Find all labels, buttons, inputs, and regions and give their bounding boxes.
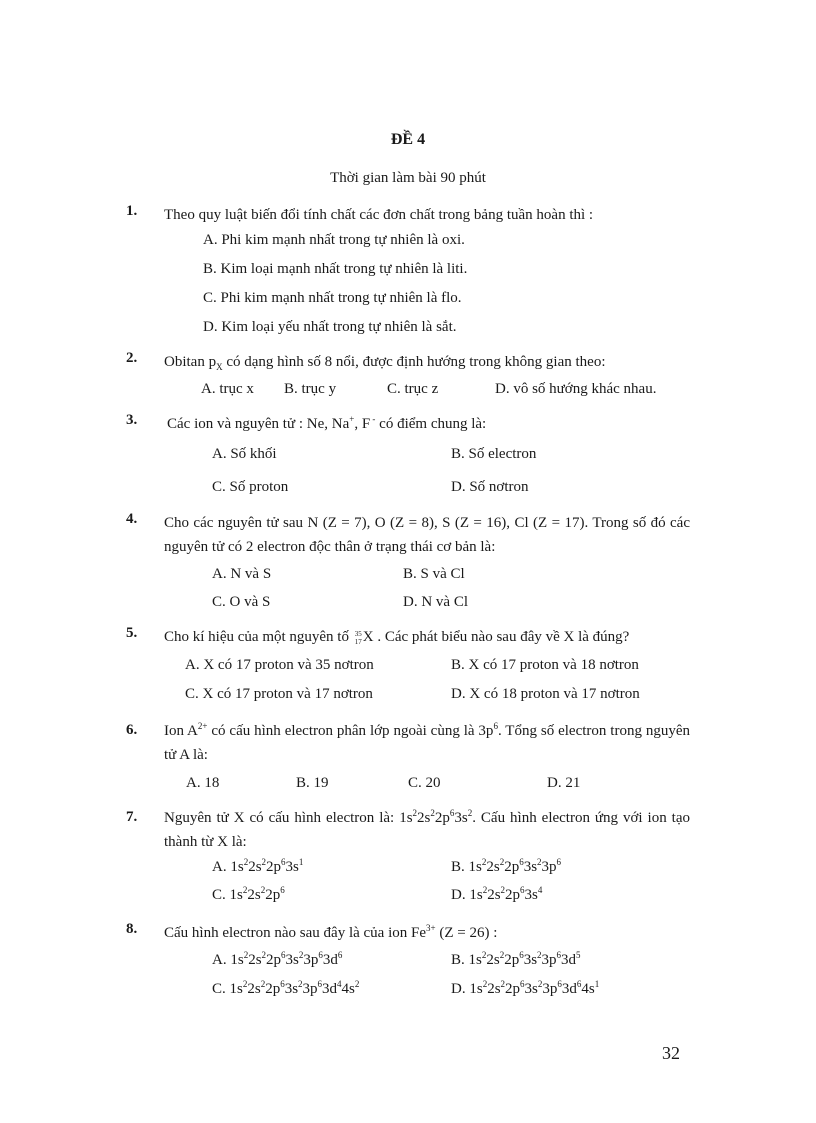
option-d: D. $1s^22s^22p^63s^23p^63d^64s^1$ [451, 979, 600, 997]
page-number: 32 [662, 1043, 680, 1063]
option-b: B. Kim loại mạnh nhất trong tự nhiên là liti. [203, 261, 468, 277]
option-b: B. $1s^22s^22p^63s^23p^6$ [451, 857, 562, 875]
exam-title: ĐỀ 4 [390, 131, 426, 148]
option-c: C. Phi kim mạnh nhất trong tự nhiên là flo. [203, 290, 462, 306]
option-d: D. 21 [547, 775, 581, 791]
question-number: 4. [126, 511, 138, 527]
option-b: B. $1s^22s^22p^63s^23p^63d^5$ [451, 950, 581, 968]
question-number: 3. [126, 412, 138, 428]
isotope-notation: 35 17 [354, 629, 362, 646]
question-text: Cho kí hiệu của một nguyên tố 35 17 X . Các phát biểu nào sau đây về X là đúng? [164, 629, 630, 646]
question-text: Cho các nguyên tử sau N (Z = 7), O (Z = 8), S (Z = 16), Cl (Z = 17). Trong số đó các nguyên tử có 2 electron độc thân ở trạng thái cơ bản là: [164, 515, 690, 555]
question-number: 7. [126, 809, 138, 825]
question-text: Theo quy luật biến đổi tính chất các đơn chất trong bảng tuần hoàn thì : [164, 207, 594, 223]
option-c: C. $1s^22s^22p^6$ [212, 885, 285, 903]
question-number: 6. [126, 722, 138, 738]
option-c: C. X có 17 proton và 17 nơtron [185, 686, 373, 702]
option-a: A. trục x [201, 381, 254, 397]
question-text: Obitan $p_X$ có dạng hình số 8 nổi, được định hướng trong không gian theo: [164, 354, 606, 372]
question-number: 1. [126, 203, 138, 219]
question-text: Cấu hình electron nào sau đây là của ion $Fe^{3+}$ (Z = 26) : [164, 923, 498, 941]
option-d: D. Kim loại yếu nhất trong tự nhiên là sắt. [203, 319, 457, 335]
question-number: 5. [126, 625, 138, 641]
option-d: D. N và Cl [403, 594, 468, 610]
option-b: B. 19 [296, 775, 329, 791]
option-a: A. X có 17 proton và 35 nơtron [185, 657, 374, 673]
option-a: A. N và S [212, 566, 272, 582]
option-a: A. $1s^22s^22p^63s^23p^63d^6$ [212, 950, 343, 968]
question-number: 2. [126, 350, 138, 366]
question-text: Ion $A^{2+}$ có cấu hình electron phân lớp ngoài cùng là $3p^6$. Tổng số electron trong nguyên tử A là: [164, 721, 691, 763]
option-c: C. Số proton [212, 479, 289, 495]
option-d: D. vô số hướng khác nhau. [495, 381, 657, 397]
question-number: 8. [126, 921, 138, 937]
exam-duration: Thời gian làm bài 90 phút [330, 170, 486, 186]
option-a: A. Phi kim mạnh nhất trong tự nhiên là oxi. [203, 232, 465, 248]
option-b: B. trục y [284, 381, 337, 397]
option-a: A. Số khối [212, 446, 277, 462]
option-c: C. $1s^22s^22p^63s^23p^63d^44s^2$ [212, 979, 360, 997]
option-a: A. $1s^22s^22p^63s^1$ [212, 857, 304, 875]
question-text: Nguyên tử X có cấu hình electron là: $1s^22s^22p^63s^2$. Cấu hình electron ứng với ion tạo thành từ X là: [164, 808, 690, 850]
option-b: B. Số electron [451, 446, 537, 462]
option-c: C. 20 [408, 775, 441, 791]
option-b: B. S và Cl [403, 566, 465, 582]
option-b: B. X có 17 proton và 18 nơtron [451, 657, 639, 673]
option-c: C. trục z [387, 381, 439, 397]
option-d: D. Số nơtron [451, 479, 529, 495]
option-a: A. 18 [186, 775, 220, 791]
option-d: D. X có 18 proton và 17 nơtron [451, 686, 640, 702]
option-d: D. $1s^22s^22p^63s^4$ [451, 885, 543, 903]
option-c: C. O và S [212, 594, 271, 610]
question-text: Các ion và nguyên tử : Ne, Na+, F - có điểm chung là: [167, 414, 487, 432]
